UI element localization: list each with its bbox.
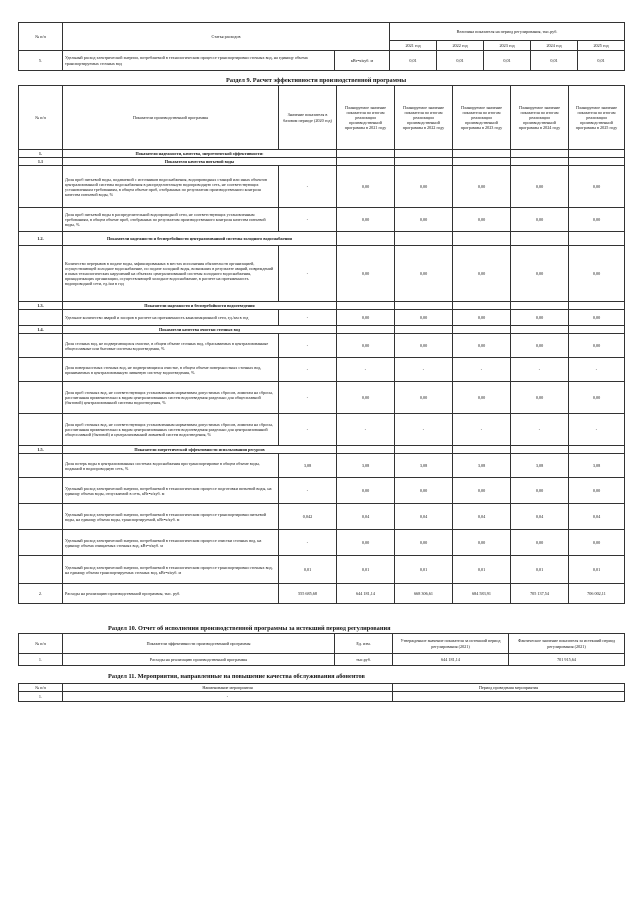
value: 0,00: [395, 310, 453, 326]
header-period-group: Величина показателя на период регулирования, тыс.руб.: [390, 23, 625, 41]
row-value: 0,01: [390, 51, 437, 71]
indicator-name: Доля проб сточных вод, не соответствующих установленным нормативам допустимых сбросов, лимитам на сбросы, рассчитанная применительно к видам централизованных систем водоотведения раздельно для общесплавной (бытовой) централизованной системы водоотведения, %: [63, 382, 279, 414]
group-title: Показатели надежности, качества, энергетической эффективности:: [63, 150, 337, 158]
value: 0,00: [569, 310, 625, 326]
group-title: Показатели качества питьевой воды: [63, 158, 337, 166]
indicator-name: Доля проб питьевой воды, подаваемой с источников водоснабжения, водопроводных станций или иных объектов централизованной системы водоснабжения в распределительную водопроводную сеть, не соответствующих установленным требованиям, в общем объеме проб, отобранных по результатам производственного контроля качества питьевой воды, %: [63, 166, 279, 208]
section-11-table: [18, 683, 625, 702]
value: 0,00: [569, 166, 625, 208]
header-name: Статья расходов: [63, 23, 390, 51]
row-unit: кВт•ч/куб. м: [335, 51, 390, 71]
value: 668 306,61: [395, 584, 453, 604]
section-11-title: Раздел 11. Мероприятия, направленные на повышение качества обслуживания абонентов: [108, 673, 365, 680]
header-name: Показатели эффективности производственной программы: [63, 634, 335, 654]
value: 0,00: [395, 246, 453, 302]
year-header: 2021 год: [390, 41, 437, 51]
header-year: Планируемое значение показателя по итогам реализации производственной программы в 2021 году: [337, 86, 395, 150]
value: 3,08: [511, 454, 569, 478]
header-unit: Ед. изм.: [335, 634, 393, 654]
value: -: [453, 414, 511, 446]
row-value: 0,01: [437, 51, 484, 71]
row-value: 0,01: [578, 51, 625, 71]
section-10-title: Раздел 10. Отчет об исполнении производственной программы за истекший период регулирования: [108, 625, 391, 632]
value: -: [337, 358, 395, 382]
plan-value: 644 181,14: [393, 654, 509, 666]
value: 0,00: [569, 530, 625, 556]
value: 0,00: [511, 166, 569, 208]
indicator-name: Доля сточных вод, не подвергающихся очистке, в общем объеме сточных вод, сбрасываемых в централизованные общесплавные или бытовые системы водоотведения, %: [63, 334, 279, 358]
value: 0,00: [337, 310, 395, 326]
row-name: Удельный расход электрической энергии, потребляемой в технологическом процессе транспортировки сточных вод, на единицу объема транспортируемых сточных вод: [63, 51, 335, 71]
value: -: [511, 358, 569, 382]
value: 0,00: [453, 246, 511, 302]
value: 0,00: [453, 334, 511, 358]
base-value: -: [279, 246, 337, 302]
indicator-name: Удельное количество аварий и засоров в расчете на протяженность канализационной сети, ед./км в год: [63, 310, 279, 326]
value: -: [511, 414, 569, 446]
group-num: 1.2.: [19, 232, 63, 246]
value: 0,00: [453, 478, 511, 504]
value: 0,00: [511, 208, 569, 232]
indicator-name: Количество перерывов в подаче воды, зафиксированных в местах исполнения обязательств организацией, осуществляющей холодное водоснабжение, по подаче холодной воды, возникших в результате аварий, повреждений и иных технологических нарушений на объектах централизованной системы холодного водоснабжения, принадлежащих организации, осуществляющей холодное водоснабжение, в расчете на протяженность водопроводной сети, ед./км в год: [63, 246, 279, 302]
value: 0,00: [511, 530, 569, 556]
section-9-table: [18, 85, 625, 604]
value: 3,08: [395, 454, 453, 478]
year-header: 2022 год: [437, 41, 484, 51]
value: 0,01: [453, 556, 511, 584]
indicator-name: Удельный расход электрической энергии, потребляемой в технологическом процессе подготовки питьевой воды, на единицу объема воды, отпускаемой в сеть, кВт•ч/куб. м: [63, 478, 279, 504]
value: 0,00: [337, 334, 395, 358]
value: 0,00: [395, 208, 453, 232]
value: 0,00: [395, 530, 453, 556]
base-value: -: [279, 334, 337, 358]
value: 0,00: [511, 382, 569, 414]
header-base: Значение показателя в базовом периоде (2020 год): [279, 86, 337, 150]
value: 0,00: [453, 382, 511, 414]
value: 0,00: [569, 208, 625, 232]
value: 0,00: [395, 382, 453, 414]
value: 0,04: [337, 504, 395, 530]
indicator-name: Расходы на реализацию производственной программы, тыс. руб.: [63, 584, 279, 604]
value: 3,08: [337, 454, 395, 478]
value: -: [569, 414, 625, 446]
row-num: 5.: [19, 51, 63, 71]
group-num: 1.1: [19, 158, 63, 166]
section-10-table: [18, 633, 625, 666]
row-num: 1.: [19, 654, 63, 666]
value: 0,00: [453, 208, 511, 232]
value: 0,01: [569, 556, 625, 584]
value: 706 002,11: [569, 584, 625, 604]
header-plan: Утвержденное значение показателя за истекший период регулирования (2021): [393, 634, 509, 654]
group-title: Показатели надежности и бесперебойности водоотведения: [63, 302, 337, 310]
value: -: [395, 358, 453, 382]
value: 0,00: [511, 246, 569, 302]
header-num: № п/п: [19, 634, 63, 654]
row-period: [393, 692, 625, 702]
group-num: 1.3.: [19, 302, 63, 310]
header-period: Период проведения мероприятия: [393, 684, 625, 692]
value: 0,00: [395, 334, 453, 358]
indicator-name: Удельный расход электрической энергии, потребляемой в технологическом процессе очистки сточных вод, на единицу объема очищаемых сточных вод, кВт•ч/куб. м: [63, 530, 279, 556]
group-num: 1.5.: [19, 446, 63, 454]
value: 684 583,91: [453, 584, 511, 604]
value: 0,04: [395, 504, 453, 530]
value: 0,00: [453, 530, 511, 556]
header-num: № п/п: [19, 684, 63, 692]
value: 644 181,14: [337, 584, 395, 604]
indicator-name: Удельный расход электрической энергии, потребляемой в технологическом процессе транспортировки питьевой воды, на единицу объема воды, транспортируемой, кВт•ч/куб. м: [63, 504, 279, 530]
section-9-title: Раздел 9. Расчет эффективности производственной программы: [226, 77, 407, 84]
value: 0,04: [511, 504, 569, 530]
row-value: 0,01: [484, 51, 531, 71]
value: 0,04: [569, 504, 625, 530]
value: 0,00: [337, 208, 395, 232]
indicator-name: Доля поверхностных сточных вод, не подвергающихся очистке, в общем объеме поверхностных сточных вод, принимаемых в централизованную ливневую систему водоотведения, %: [63, 358, 279, 382]
group-title: Показатели надежности и бесперебойности централизованной системы холодного водоснабжения: [63, 232, 337, 246]
value: 0,00: [395, 166, 453, 208]
value: 0,00: [453, 310, 511, 326]
base-value: 0,042: [279, 504, 337, 530]
value: 0,00: [511, 334, 569, 358]
year-header: 2023 год: [484, 41, 531, 51]
base-value: -: [279, 414, 337, 446]
group-num: 1.4.: [19, 326, 63, 334]
base-value: -: [279, 208, 337, 232]
value: 0,00: [337, 166, 395, 208]
indicator-name: Удельный расход электрической энергии, потребляемой в технологическом процессе транспортировки сточных вод, на единицу объема транспортируемых сточных вод, кВт•ч/куб. м: [63, 556, 279, 584]
header-year: Планируемое значение показателя по итогам реализации производственной программы в 2022 году: [395, 86, 453, 150]
value: 0,00: [569, 478, 625, 504]
value: 0,00: [337, 530, 395, 556]
value: 0,00: [511, 478, 569, 504]
value: 0,04: [453, 504, 511, 530]
value: 705 137,54: [511, 584, 569, 604]
base-value: -: [279, 382, 337, 414]
row-num: 2.: [19, 584, 63, 604]
value: 0,00: [569, 382, 625, 414]
group-title: Показатели энергетической эффективности использования ресурсов: [63, 446, 337, 454]
value: -: [453, 358, 511, 382]
indicator-name: Доля проб сточных вод, не соответствующих установленным нормативам допустимых сбросов, лимитам на сбросы, рассчитанная применительно к видам централизованных систем водоотведения раздельно для централизованной общесплавной (бытовой) и централизованной ливневой систем водоотведения, %: [63, 414, 279, 446]
top-table: [18, 22, 625, 71]
header-num: № п/п: [19, 23, 63, 51]
row-value: 0,01: [531, 51, 578, 71]
year-header: 2024 год: [531, 41, 578, 51]
value: -: [569, 358, 625, 382]
value: -: [395, 414, 453, 446]
header-year: Планируемое значение показателя по итогам реализации производственной программы в 2023 году: [453, 86, 511, 150]
value: 0,00: [395, 478, 453, 504]
fact-value: 701 915,64: [509, 654, 625, 666]
base-value: 555 685,68: [279, 584, 337, 604]
header-fact: Фактическое значение показателя за истекший период регулирования (2021): [509, 634, 625, 654]
header-year: Планируемое значение показателя по итогам реализации производственной программы в 2024 году: [511, 86, 569, 150]
value: 0,00: [569, 334, 625, 358]
base-value: -: [279, 358, 337, 382]
group-title: Показатели качества очистки сточных вод: [63, 326, 337, 334]
base-value: 3,08: [279, 454, 337, 478]
value: 0,00: [453, 166, 511, 208]
group-num: 1.: [19, 150, 63, 158]
row-name: -: [63, 692, 393, 702]
base-value: -: [279, 166, 337, 208]
header-name: Показатели производственной программы: [63, 86, 279, 150]
value: 3,08: [569, 454, 625, 478]
value: 0,01: [337, 556, 395, 584]
value: 0,01: [511, 556, 569, 584]
value: 0,00: [337, 382, 395, 414]
value: 0,00: [569, 246, 625, 302]
indicator-name: Доля проб питьевой воды в распределительной водопроводной сети, не соответствующих установленным требованиям, в общем объеме проб, отобранных по результатам производственного контроля качества питьевой воды, %: [63, 208, 279, 232]
base-value: -: [279, 530, 337, 556]
value: -: [337, 414, 395, 446]
row-name: Расходы на реализацию производственной программы: [63, 654, 335, 666]
header-num: № п/п: [19, 86, 63, 150]
row-num: 1.: [19, 692, 63, 702]
value: 0,01: [395, 556, 453, 584]
base-value: -: [279, 310, 337, 326]
value: 0,00: [337, 246, 395, 302]
year-header: 2025 год: [578, 41, 625, 51]
base-value: -: [279, 478, 337, 504]
indicator-name: Доля потерь воды в централизованных системах водоснабжения при транспортировке в общем объеме воды, поданной в водопроводную сеть, %: [63, 454, 279, 478]
value: 0,00: [337, 478, 395, 504]
header-name: Наименование мероприятия: [63, 684, 393, 692]
value: 0,00: [511, 310, 569, 326]
row-unit: тыс.руб.: [335, 654, 393, 666]
header-year: Планируемое значение показателя по итогам реализации производственной программы в 2025 году: [569, 86, 625, 150]
value: 3,08: [453, 454, 511, 478]
base-value: 0,01: [279, 556, 337, 584]
